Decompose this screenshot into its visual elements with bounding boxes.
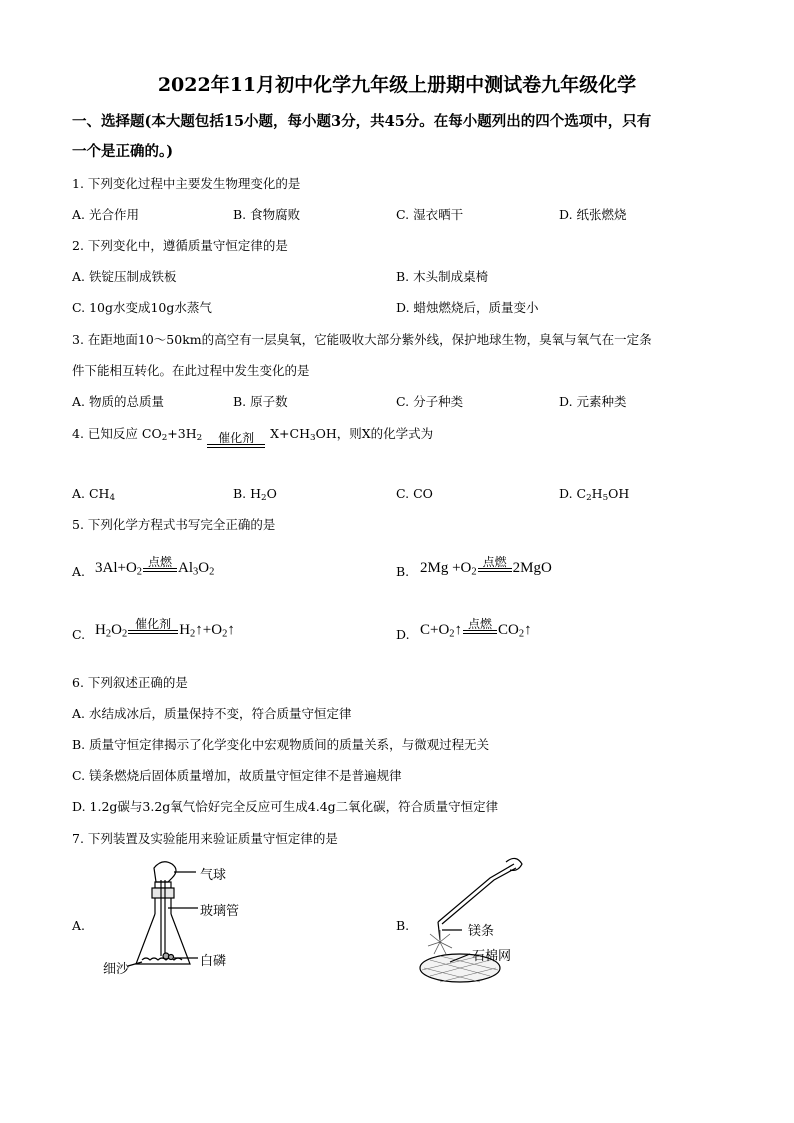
q7-label-a: A.: [72, 918, 86, 933]
q1-option-c: C. 湿衣晒干: [396, 207, 464, 222]
q2-option-d: D. 蜡烛燃烧后，质量变小: [396, 300, 539, 315]
q5-formula-d: $C+O_2↑$ 点燃 $CO_2↑$: [420, 617, 532, 640]
q4-option-c: C. CO: [396, 486, 433, 501]
q2-option-c: C. 10g水变成10g水蒸气: [72, 300, 212, 315]
q5-label-c: C.: [72, 627, 86, 642]
q4-equation-right: $X+CH_3OH$: [270, 426, 337, 444]
q3-option-c: C. 分子种类: [396, 394, 464, 409]
question-5-stem: 5. 下列化学方程式书写完全正确的是: [72, 517, 276, 532]
q4-prefix: 4. 已知反应: [72, 426, 138, 441]
label-fine-sand: 细沙: [103, 962, 130, 977]
q4-option-d: D. $C_2H_5OH$: [559, 486, 630, 504]
label-white-phosphorus: 白磷: [200, 954, 227, 969]
q6-option-c: C. 镁条燃烧后固体质量增加，故质量守恒定律不是普遍规律: [72, 768, 402, 783]
label-asbestos-gauze: 石棉网: [472, 949, 512, 964]
q5-label-d: D.: [396, 627, 410, 642]
page-title: 2022年11月初中化学九年级上册期中测试卷九年级化学: [157, 74, 637, 96]
section-heading-line1: 一、选择题(本大题包括15小题，每小题3分，共45分。在每小题列出的四个选项中，只有: [72, 113, 652, 130]
q2-option-b: B. 木头制成桌椅: [396, 269, 489, 284]
q4-equation-left: $CO_2+3H_2$: [141, 426, 203, 444]
q5-label-a: A.: [72, 564, 86, 579]
q7-label-b: B.: [396, 918, 410, 933]
question-3-stem-line2: 件下能相互转化。在此过程中发生变化的是: [72, 363, 310, 378]
question-7-stem: 7. 下列装置及实验能用来验证质量守恒定律的是: [72, 831, 338, 846]
q5-formula-a: $3Al+O_2$ 点燃 $Al_3O_2$: [95, 555, 215, 578]
section-heading-line2: 一个是正确的。): [72, 143, 174, 160]
q3-option-a: A. 物质的总质量: [72, 394, 164, 409]
label-glass-tube: 玻璃管: [200, 904, 240, 919]
question-1-stem: 1. 下列变化过程中主要发生物理变化的是: [72, 176, 301, 191]
q4-tail: ，则X的化学式为: [336, 426, 434, 441]
label-balloon: 气球: [200, 868, 227, 883]
q1-option-d: D. 纸张燃烧: [559, 207, 627, 222]
q1-option-a: A. 光合作用: [72, 207, 139, 222]
q5-label-b: B.: [396, 564, 410, 579]
q6-option-a: A. 水结成冰后，质量保持不变，符合质量守恒定律: [72, 706, 352, 721]
q2-option-a: A. 铁锭压制成铁板: [72, 269, 177, 284]
question-4-stem: [72, 424, 433, 450]
q6-option-b: B. 质量守恒定律揭示了化学变化中宏观物质间的质量关系，与微观过程无关: [72, 737, 490, 752]
q4-option-b: B. $H_2O$: [233, 486, 277, 504]
q5-formula-b: $2Mg +O_2$ 点燃 2MgO: [420, 555, 552, 578]
question-6-stem: 6. 下列叙述正确的是: [72, 675, 188, 690]
q4-condition: 催化剂: [207, 432, 265, 454]
question-2-stem: 2. 下列变化中，遵循质量守恒定律的是: [72, 238, 288, 253]
q3-option-d: D. 元素种类: [559, 394, 627, 409]
q3-option-b: B. 原子数: [233, 394, 288, 409]
q5-formula-c: $H_2O_2$ 催化剂 $H_2↑+O_2↑$: [95, 617, 235, 640]
q6-option-d: D. 1.2g碳与3.2g氧气恰好完全反应可生成4.4g二氧化碳，符合质量守恒定律: [72, 799, 499, 814]
label-magnesium-strip: 镁条: [468, 924, 495, 939]
q4-option-a: A. $CH_4$: [72, 486, 116, 504]
q1-option-b: B. 食物腐败: [233, 207, 301, 222]
question-3-stem-line1: 3. 在距地面10～50km的高空有一层臭氧，它能吸收大部分紫外线，保护地球生物，臭氧与氧气在一定条: [72, 332, 652, 347]
